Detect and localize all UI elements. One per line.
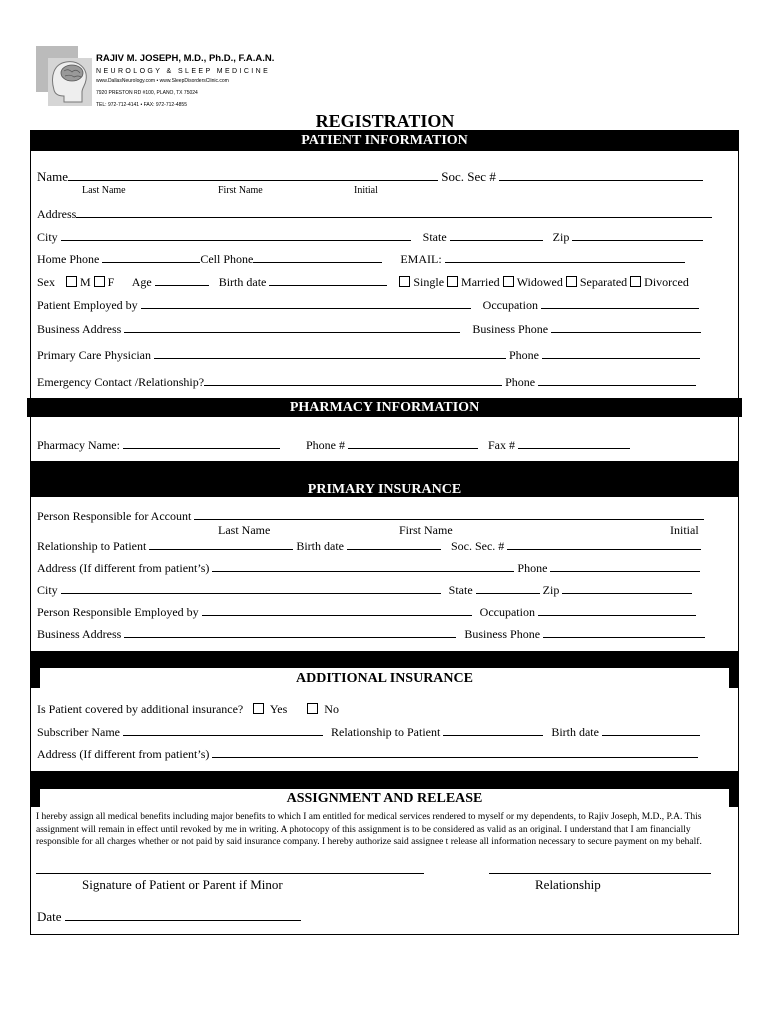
single-checkbox[interactable] <box>399 276 410 287</box>
resp-business-phone-label: Business Phone <box>464 627 541 641</box>
add-address-field[interactable] <box>212 746 698 758</box>
resp-zip-label: Zip <box>542 583 560 597</box>
resp-birth-date-field[interactable] <box>347 538 441 550</box>
practice-phones: TEL: 972-712-4141 • FAX: 972-712-4855 <box>96 102 187 108</box>
email-label: EMAIL: <box>400 252 442 266</box>
city-field[interactable] <box>61 229 411 241</box>
pcp-phone-field[interactable] <box>542 347 700 359</box>
subscriber-label: Subscriber Name <box>37 725 120 739</box>
emergency-field[interactable] <box>204 374 502 386</box>
separated-checkbox[interactable] <box>566 276 577 287</box>
date-field[interactable] <box>65 909 301 921</box>
resp-business-address-label: Business Address <box>37 627 122 641</box>
divorced-checkbox[interactable] <box>630 276 641 287</box>
relationship-line[interactable] <box>489 873 711 874</box>
signature-label: Signature of Patient or Parent if Minor <box>82 877 283 892</box>
resp-address-label: Address (If different from patient’s) <box>37 561 210 575</box>
resp-city-row <box>37 582 692 598</box>
pcp-row <box>37 347 700 363</box>
resp-employer-row <box>37 604 696 620</box>
resp-initial-hint: Initial <box>670 523 699 537</box>
resp-soc-sec-field[interactable] <box>507 538 701 550</box>
name-row <box>37 169 703 185</box>
specialty: NEUROLOGY & SLEEP MEDICINE <box>96 68 271 75</box>
married-checkbox[interactable] <box>447 276 458 287</box>
cell-phone-field[interactable] <box>253 251 382 263</box>
responsible-label: Person Responsible for Account <box>37 509 192 523</box>
emergency-phone-label: Phone <box>505 375 536 389</box>
pcp-phone-label: Phone <box>508 348 539 362</box>
address-label: Address <box>37 207 77 221</box>
pharmacy-phone-field[interactable] <box>348 437 478 449</box>
covered-no-checkbox[interactable] <box>307 703 318 714</box>
male-checkbox[interactable] <box>66 276 77 287</box>
city-row <box>37 229 703 245</box>
divorced-label: Divorced <box>644 275 689 289</box>
female-label: F <box>107 275 115 289</box>
initial-hint: Initial <box>354 185 378 196</box>
birth-date-field[interactable] <box>269 274 387 286</box>
soc-sec-label: Soc. Sec # <box>441 169 496 184</box>
resp-occupation-field[interactable] <box>538 604 696 616</box>
employed-by-label: Patient Employed by <box>37 298 138 312</box>
single-label: Single <box>413 275 445 289</box>
occupation-field[interactable] <box>541 297 699 309</box>
pharmacy-heading: PHARMACY INFORMATION <box>289 400 480 415</box>
resp-state-label: State <box>448 583 473 597</box>
pcp-field[interactable] <box>154 347 506 359</box>
resp-birth-date-label: Birth date <box>296 539 344 553</box>
birth-date-label: Birth date <box>218 275 267 289</box>
resp-business-phone-field[interactable] <box>543 626 705 638</box>
state-label: State <box>422 230 447 244</box>
covered-label: Is Patient covered by additional insurance? <box>37 702 244 716</box>
business-phone-field[interactable] <box>551 321 701 333</box>
add-address-label: Address (If different from patient’s) <box>37 747 210 761</box>
demographics-row <box>37 274 689 290</box>
resp-occupation-label: Occupation <box>479 605 535 619</box>
resp-soc-sec-label: Soc. Sec. # <box>450 539 505 553</box>
covered-yes-label: Yes <box>269 702 288 716</box>
pharmacy-row <box>37 437 630 453</box>
websites: www.DallasNeurology.com • www.SleepDisordersClinic.com <box>96 78 229 84</box>
business-address-label: Business Address <box>37 322 122 336</box>
zip-field[interactable] <box>572 229 703 241</box>
patient-info-heading: PATIENT INFORMATION <box>301 133 468 148</box>
emergency-label: Emergency Contact /Relationship? <box>37 375 205 389</box>
pharmacy-fax-field[interactable] <box>518 437 630 449</box>
covered-row <box>37 702 339 717</box>
resp-employed-by-field[interactable] <box>202 604 472 616</box>
resp-zip-field[interactable] <box>562 582 692 594</box>
home-phone-label: Home Phone <box>37 252 100 266</box>
first-name-hint: First Name <box>218 185 263 196</box>
city-label: City <box>37 230 58 244</box>
practice-address: 7920 PRESTON RD #100, PLANO, TX 75024 <box>96 90 198 96</box>
business-address-field[interactable] <box>124 321 460 333</box>
assignment-heading: ASSIGNMENT AND RELEASE <box>286 791 483 806</box>
add-birth-date-field[interactable] <box>602 724 700 736</box>
email-field[interactable] <box>445 251 685 263</box>
responsible-field[interactable] <box>194 508 704 520</box>
resp-address-field[interactable] <box>212 560 514 572</box>
zip-label: Zip <box>552 230 570 244</box>
married-label: Married <box>461 275 500 289</box>
occupation-label: Occupation <box>482 298 538 312</box>
pharmacy-fax-label: Fax # <box>487 438 515 452</box>
resp-phone-field[interactable] <box>550 560 700 572</box>
add-address-row <box>37 746 698 762</box>
relationship-row <box>37 538 701 554</box>
pcp-label: Primary Care Physician <box>37 348 151 362</box>
resp-phone-label: Phone <box>517 561 548 575</box>
resp-state-field[interactable] <box>476 582 540 594</box>
emergency-row <box>37 374 696 390</box>
male-label: M <box>80 275 91 289</box>
resp-business-address-field[interactable] <box>124 626 456 638</box>
last-name-hint: Last Name <box>82 185 126 196</box>
employed-by-field[interactable] <box>141 297 471 309</box>
resp-first-name-hint: First Name <box>399 523 453 537</box>
add-relationship-field[interactable] <box>443 724 543 736</box>
relationship-field[interactable] <box>149 538 293 550</box>
additional-heading: ADDITIONAL INSURANCE <box>296 671 473 686</box>
resp-city-field[interactable] <box>61 582 441 594</box>
emergency-phone-field[interactable] <box>538 374 696 386</box>
pharmacy-name-field[interactable] <box>123 437 280 449</box>
primary-heading: PRIMARY INSURANCE <box>307 482 462 497</box>
signature-line[interactable] <box>36 873 424 874</box>
relationship-sig-label: Relationship <box>535 877 601 892</box>
soc-sec-field[interactable] <box>499 169 703 181</box>
resp-city-label: City <box>37 583 58 597</box>
sex-label: Sex <box>37 275 55 289</box>
subscriber-field[interactable] <box>123 724 323 736</box>
business-row <box>37 321 701 337</box>
pharmacy-phone-label: Phone # <box>305 438 345 452</box>
age-label: Age <box>131 275 152 289</box>
home-phone-field[interactable] <box>102 251 200 263</box>
resp-business-row <box>37 626 705 642</box>
resp-employed-by-label: Person Responsible Employed by <box>37 605 199 619</box>
date-label: Date <box>37 909 62 924</box>
doctor-name: RAJIV M. JOSEPH, M.D., Ph.D., F.A.A.N. <box>96 53 275 64</box>
age-field[interactable] <box>155 274 209 286</box>
phone-row <box>37 251 685 267</box>
subscriber-row <box>37 724 700 740</box>
name-field[interactable] <box>68 169 438 181</box>
employer-row <box>37 297 699 313</box>
cell-phone-label: Cell Phone <box>200 252 254 266</box>
business-phone-label: Business Phone <box>472 322 549 336</box>
address-field[interactable] <box>76 206 712 218</box>
brain-head-logo-icon <box>36 46 92 106</box>
responsible-row <box>37 508 704 524</box>
resp-address-row <box>37 560 700 576</box>
add-relationship-label: Relationship to Patient <box>330 725 441 739</box>
widowed-checkbox[interactable] <box>503 276 514 287</box>
state-field[interactable] <box>450 229 543 241</box>
resp-last-name-hint: Last Name <box>218 523 271 537</box>
logo <box>36 46 92 106</box>
page-title: REGISTRATION <box>315 111 455 131</box>
widowed-label: Widowed <box>516 275 563 289</box>
separated-label: Separated <box>579 275 628 289</box>
name-label: Name <box>37 169 69 184</box>
assignment-text: I hereby assign all medical benefits including major benefits to which I am entitled for medical services rendered to myself or my dependents, to Rajiv Joseph, M.D., P.A. This assignment will remain in effect until revoked by me in writing. A photocopy of this assignment is to be considered as valid as an original. I understand that I am financially responsible for all charges whether or not paid by said insurance company. I hereby authorize said assignee t release all information necessary to secure payment on my behalf. <box>36 812 702 847</box>
date-row <box>37 909 301 925</box>
female-checkbox[interactable] <box>94 276 105 287</box>
relationship-label: Relationship to Patient <box>37 539 147 553</box>
covered-no-label: No <box>324 702 339 716</box>
pharmacy-name-label: Pharmacy Name: <box>37 438 120 452</box>
address-row <box>37 206 712 222</box>
add-birth-date-label: Birth date <box>551 725 599 739</box>
covered-yes-checkbox[interactable] <box>253 703 264 714</box>
